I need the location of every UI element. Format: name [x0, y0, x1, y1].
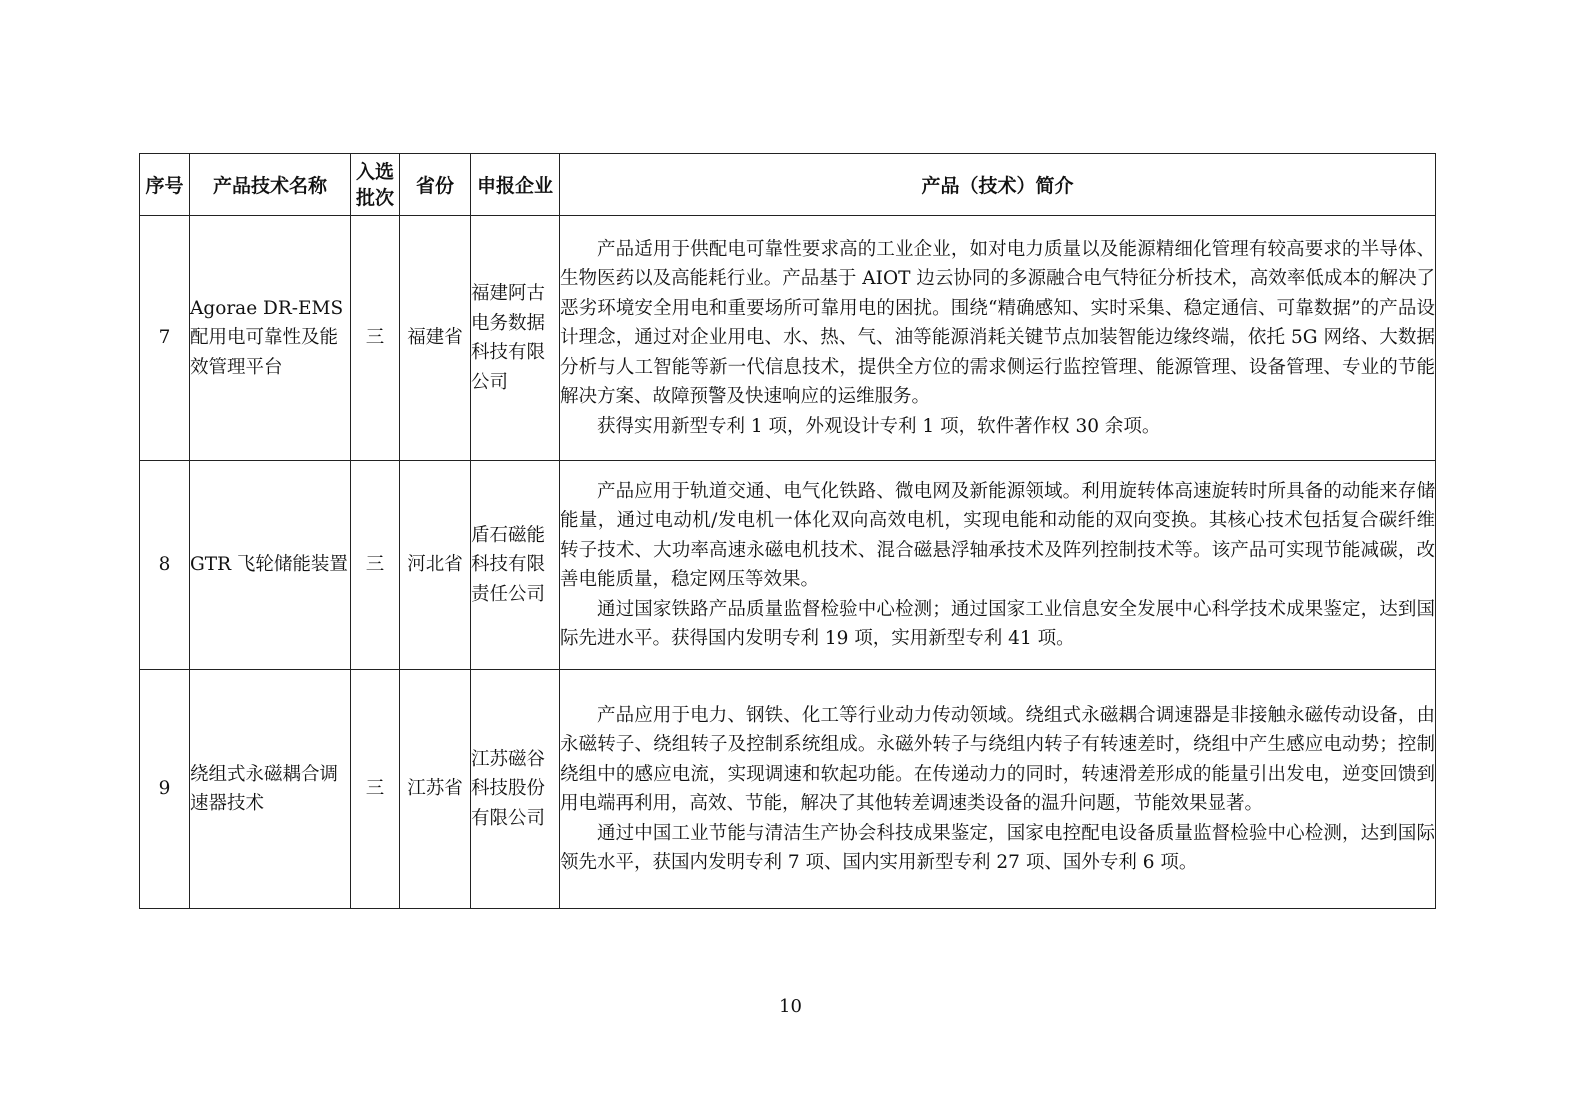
cell-seq: 7 — [140, 216, 190, 461]
cell-company: 福建阿古电务数据科技有限公司 — [471, 216, 560, 461]
cell-province: 福建省 — [400, 216, 471, 461]
cell-batch: 三 — [351, 670, 400, 909]
cell-intro — [560, 461, 1436, 670]
header-batch-line1: 入选 — [355, 160, 394, 183]
cell-product-name: GTR 飞轮储能装置 — [190, 461, 351, 670]
intro-paragraph: 产品应用于电力、钢铁、化工等行业动力传动领域。绕组式永磁耦合调速器是非接触永磁传动设备，由永磁转子、绕组转子及控制系统组成。永磁外转子与绕组内转子有转速差时，绕组中产生感应电动势；控制绕组中的感应电流，实现调速和软起功能。在传递动力的同时，转速滑差形成的能量引出发电，逆变回馈到用电端再利用，高效、节能，解决了其他转差调速类设备的温升问题，节能效果显著。 — [560, 704, 1435, 814]
table-row — [140, 461, 1436, 670]
cell-province: 河北省 — [400, 461, 471, 670]
cell-product-name: Agorae DR-EMS配用电可靠性及能效管理平台 — [190, 216, 351, 461]
header-product-name: 产品技术名称 — [190, 154, 351, 216]
page-number: 10 — [779, 996, 802, 1017]
header-batch — [351, 154, 400, 216]
cell-batch: 三 — [351, 461, 400, 670]
header-province: 省份 — [400, 154, 471, 216]
cell-seq: 9 — [140, 670, 190, 909]
cell-intro — [560, 670, 1436, 909]
intro-paragraph: 产品应用于轨道交通、电气化铁路、微电网及新能源领域。利用旋转体高速旋转时所具备的动能来存储能量，通过电动机/发电机一体化双向高效电机，实现电能和动能的双向变换。其核心技术包括复合碳纤维转子技术、大功率高速永磁电机技术、混合磁悬浮轴承技术及阵列控制技术等。该产品可实现节能减碳，改善电能质量，稳定网压等效果。 — [560, 480, 1435, 590]
cell-seq: 8 — [140, 461, 190, 670]
table-row — [140, 670, 1436, 909]
intro-paragraph: 获得实用新型专利 1 项，外观设计专利 1 项，软件著作权 30 余项。 — [597, 415, 1161, 437]
cell-company: 盾石磁能科技有限责任公司 — [471, 461, 560, 670]
intro-paragraph: 通过国家铁路产品质量监督检验中心检测；通过国家工业信息安全发展中心科学技术成果鉴定，达到国际先进水平。获得国内发明专利 19 项，实用新型专利 41 项。 — [560, 598, 1435, 649]
table-header-row — [140, 154, 1436, 216]
cell-product-name: 绕组式永磁耦合调速器技术 — [190, 670, 351, 909]
table-row — [140, 216, 1436, 461]
header-intro: 产品（技术）简介 — [560, 154, 1436, 216]
header-company: 申报企业 — [471, 154, 560, 216]
header-batch-line2: 批次 — [355, 186, 394, 209]
cell-intro — [560, 216, 1436, 461]
product-catalog-table — [139, 153, 1436, 909]
header-seq: 序号 — [140, 154, 190, 216]
intro-paragraph: 通过中国工业节能与清洁生产协会科技成果鉴定，国家电控配电设备质量监督检验中心检测，达到国际领先水平，获国内发明专利 7 项、国内实用新型专利 27 项、国外专利 6 项。 — [560, 822, 1435, 873]
cell-province: 江苏省 — [400, 670, 471, 909]
cell-company: 江苏磁谷科技股份有限公司 — [471, 670, 560, 909]
intro-paragraph: 产品适用于供配电可靠性要求高的工业企业，如对电力质量以及能源精细化管理有较高要求的半导体、生物医药以及高能耗行业。产品基于 AIOT 边云协同的多源融合电气特征分析技术，高效率低成本的解决了恶劣环境安全用电和重要场所可靠用电的困扰。围绕“精确感知、实时采集、稳定通信、可靠数据”的产品设计理念，通过对企业用电、水、热、气、油等能源消耗关键节点加装智能边缘终端，依托 5G 网络、大数据分析与人工智能等新一代信息技术，提供全方位的需求侧运行监控管理、能源管理、设备管理、专业的节能解决方案、故障预警及快速响应的运维服务。 — [560, 238, 1435, 408]
cell-batch: 三 — [351, 216, 400, 461]
